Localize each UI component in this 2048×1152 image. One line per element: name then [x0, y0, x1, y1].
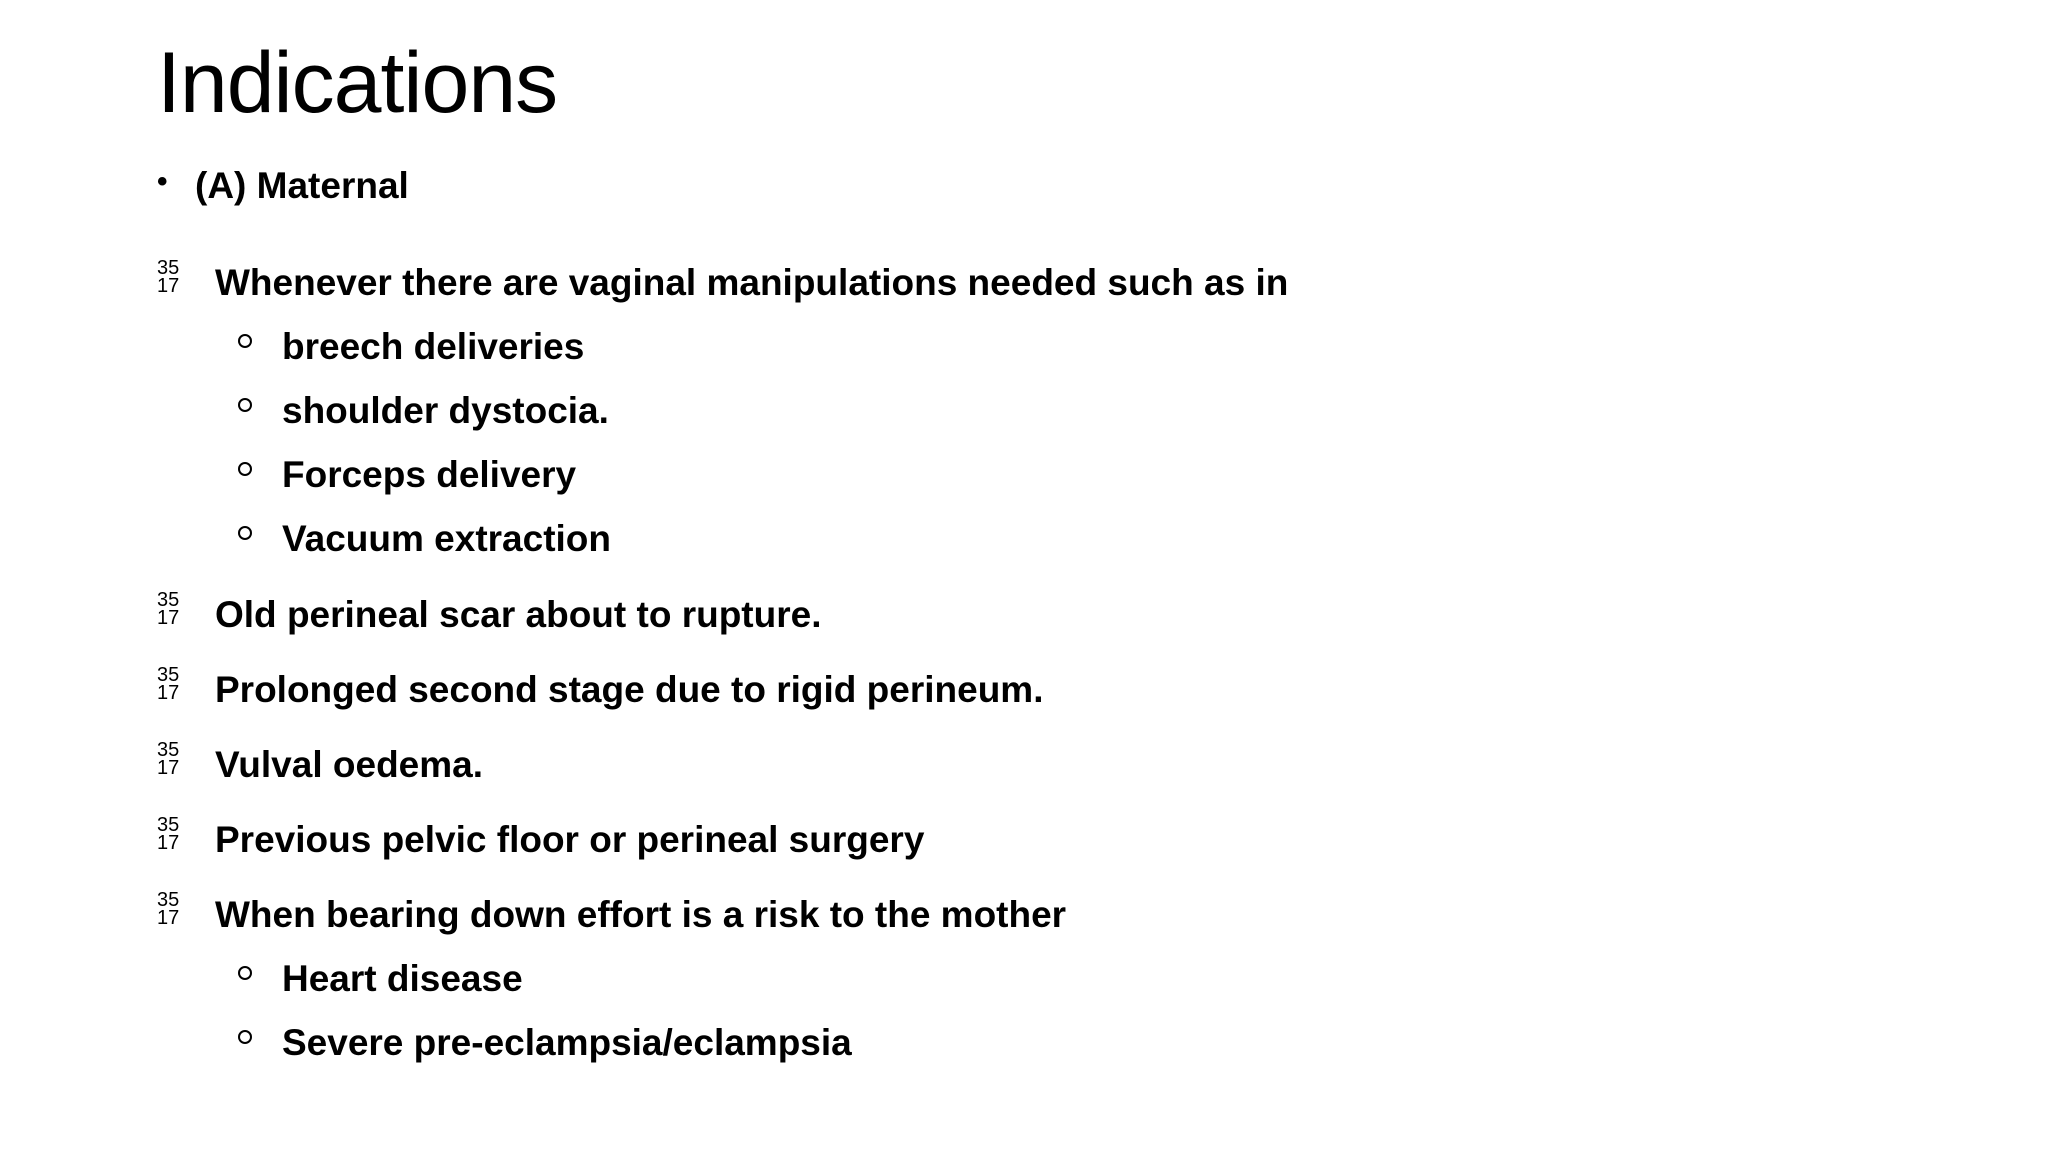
item-marker-icon: 35 17 — [157, 814, 180, 854]
list-item — [157, 739, 484, 786]
list-item-text: Prolonged second stage due to rigid perineum. — [215, 669, 1044, 710]
list-item — [157, 814, 925, 861]
list-item — [157, 589, 822, 636]
circle-bullet-icon — [238, 1030, 252, 1044]
circle-bullet-icon — [238, 462, 252, 476]
item-marker-icon: 35 17 — [157, 664, 180, 704]
sub-list-item-text: breech deliveries — [282, 326, 585, 367]
section-heading — [157, 165, 409, 207]
item-marker-icon: 35 17 — [157, 889, 180, 929]
circle-bullet-icon — [238, 398, 252, 412]
section-heading-text: (A) Maternal — [195, 165, 409, 206]
list-item — [157, 664, 1044, 711]
sub-list-item — [238, 390, 609, 432]
sub-list-item-text: Vacuum extraction — [282, 518, 612, 559]
sub-list-item — [238, 454, 576, 496]
sub-list-item — [238, 326, 584, 368]
list-item — [157, 257, 1289, 304]
item-marker-icon: 35 17 — [157, 257, 180, 297]
circle-bullet-icon — [238, 334, 252, 348]
list-item-text: Previous pelvic floor or perineal surgery — [215, 819, 925, 860]
list-item-text: Old perineal scar about to rupture. — [215, 594, 822, 635]
item-marker-icon: 35 17 — [157, 589, 180, 629]
list-item-text: Vulval oedema. — [215, 744, 484, 785]
sub-list-item — [238, 518, 611, 560]
list-item — [157, 889, 1067, 936]
circle-bullet-icon — [238, 966, 252, 980]
item-marker-icon: 35 17 — [157, 739, 180, 779]
sub-list-item-text: Forceps delivery — [282, 454, 577, 495]
circle-bullet-icon — [238, 526, 252, 540]
sub-list-item — [238, 1022, 852, 1064]
sub-list-item-text: Severe pre-eclampsia/eclampsia — [282, 1022, 852, 1063]
sub-list-item — [238, 958, 523, 1000]
list-item-text: Whenever there are vaginal manipulations needed such as in — [215, 262, 1289, 303]
slide-title: Indications — [157, 35, 558, 131]
sub-list-item-text: Heart disease — [282, 958, 523, 999]
bullet-icon: • — [157, 165, 168, 198]
sub-list-item-text: shoulder dystocia. — [282, 390, 609, 431]
list-item-text: When bearing down effort is a risk to the mother — [215, 894, 1067, 935]
